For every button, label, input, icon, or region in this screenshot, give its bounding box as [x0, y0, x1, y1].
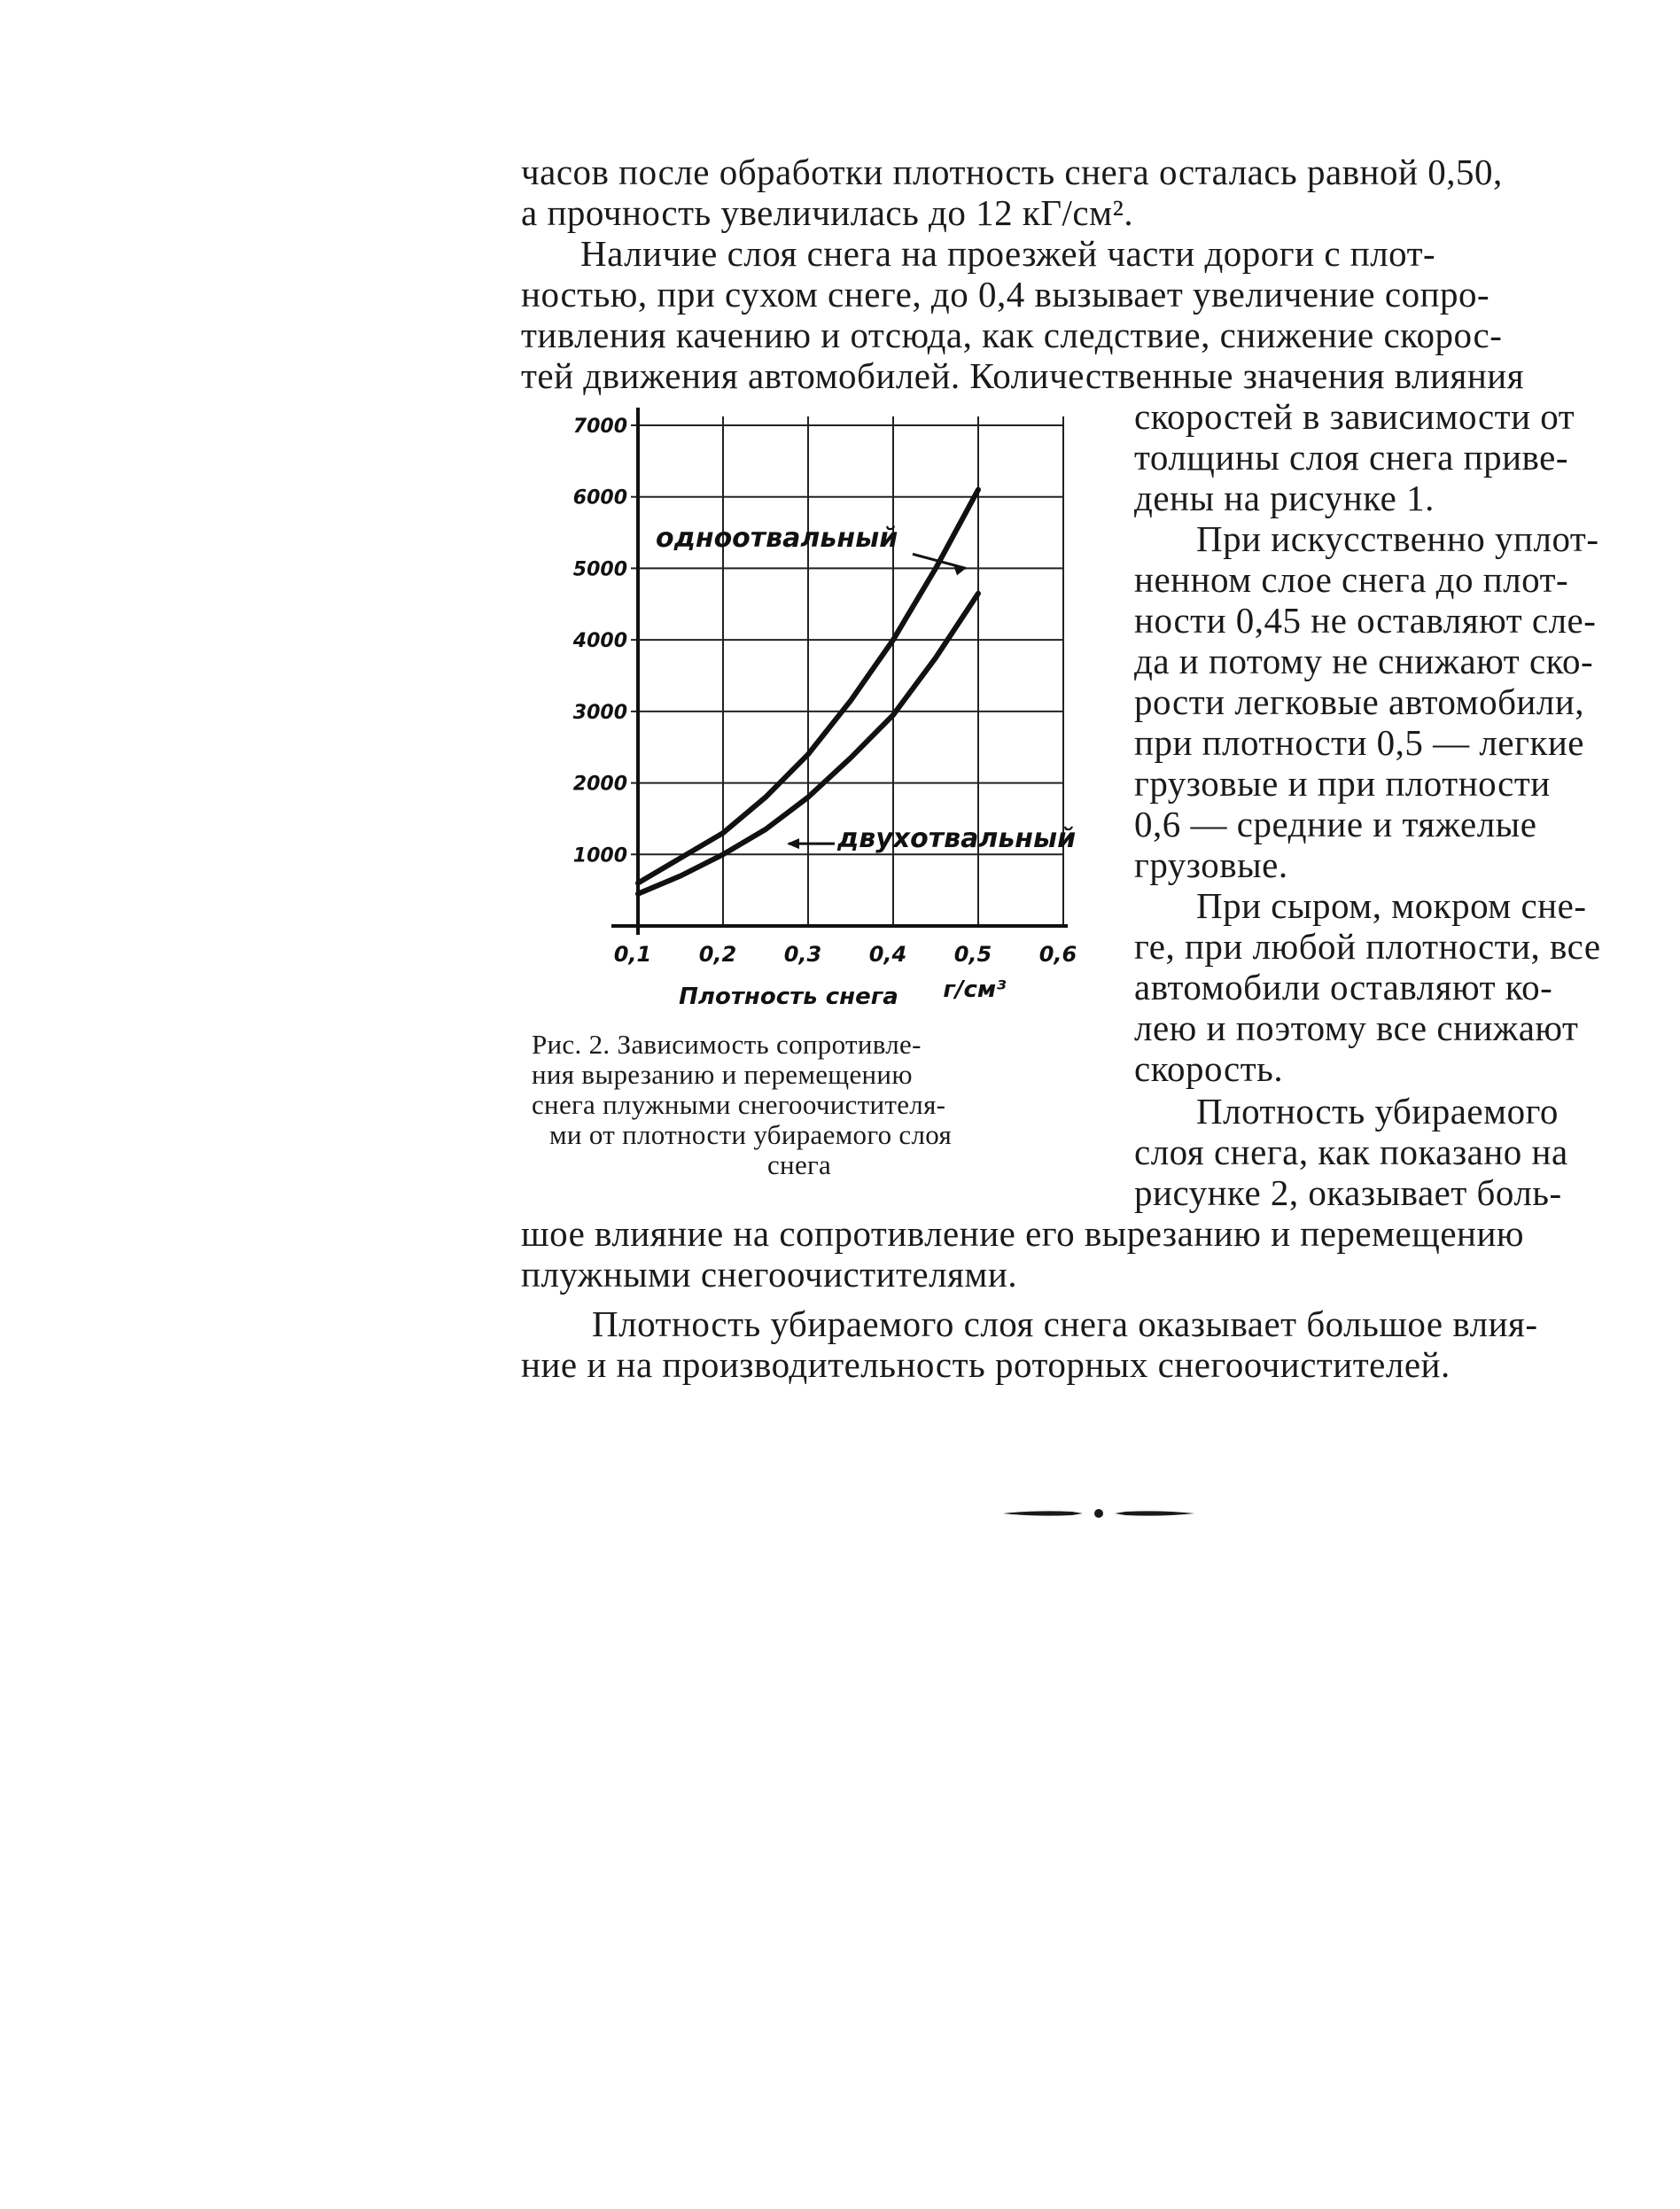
x-tick-label: 0,4: [868, 942, 907, 967]
text-line: плужными снегоочистителями.: [521, 1254, 1018, 1295]
figure-caption-line: ми от плотности убираемого слоя: [549, 1119, 953, 1150]
text-line: а прочность увеличилась до 12 кГ/см².: [521, 192, 1134, 233]
x-tick-label: 0,2: [698, 942, 737, 967]
text-line: дены на рисунке 1.: [1134, 478, 1435, 518]
figure-caption-line: Рис. 2. Зависимость сопротивле-: [532, 1029, 922, 1060]
text-line: рости легковые автомобили,: [1134, 681, 1585, 722]
text-line: слоя снега, как показано на: [1134, 1132, 1568, 1172]
density-resistance-chart: [523, 399, 1108, 1019]
series-label: двухотвальный: [837, 823, 1077, 855]
text-line: тей движения автомобилей. Количественные значения влияния: [521, 355, 1525, 396]
y-tick-label: 4000: [572, 630, 627, 653]
text-line: часов после обработки плотность снега осталась равной 0,50,: [521, 152, 1503, 192]
text-line: Плотность убираемого: [1196, 1091, 1559, 1132]
text-line: ге, при любой плотности, все: [1134, 926, 1601, 967]
y-tick-label: 2000: [572, 773, 627, 796]
figure-caption-line: ния вырезанию и перемещению: [532, 1059, 913, 1090]
text-line: Плотность убираемого слоя снега оказывает большое влия-: [592, 1303, 1538, 1344]
x-tick-label: 0,3: [783, 942, 822, 967]
text-line: лею и поэтому все снижают: [1134, 1007, 1579, 1048]
end-ornament: [1001, 1506, 1196, 1521]
series-leader-arrow: [787, 838, 799, 849]
text-line: грузовые и при плотности: [1134, 763, 1551, 804]
y-tick-label: 7000: [572, 416, 627, 438]
y-tick-label: 3000: [572, 701, 627, 724]
figure-caption-line: снега плужными снегоочистителя-: [532, 1089, 946, 1120]
text-line: скорость.: [1134, 1048, 1284, 1089]
x-tick-label: 0,1: [613, 942, 652, 967]
text-line: рисунке 2, оказывает боль-: [1134, 1172, 1562, 1213]
y-tick-label: 1000: [572, 844, 627, 867]
figure-2: [523, 399, 1108, 1019]
x-tick-label: 0,5: [953, 942, 992, 967]
text-line: ненном слое снега до плот-: [1134, 559, 1569, 600]
text-line: грузовые.: [1134, 844, 1288, 885]
y-tick-label: 5000: [572, 558, 627, 581]
text-line: тивления качению и отсюда, как следствие, снижение скорос-: [521, 315, 1503, 355]
series-label: одноотвальный: [656, 523, 898, 555]
text-line: Наличие слоя снега на проезжей части дороги с плот-: [580, 233, 1436, 274]
text-line: При искусственно уплот-: [1196, 518, 1599, 559]
text-line: 0,6 — средние и тяжелые: [1134, 804, 1537, 844]
text-line: скоростей в зависимости от: [1134, 396, 1575, 437]
x-axis-label: Плотность снега: [679, 984, 898, 1010]
x-axis-unit: г/см³: [943, 976, 1007, 1003]
text-line: ние и на производительность роторных снегоочистителей.: [521, 1344, 1451, 1385]
text-line: при плотности 0,5 — легкие: [1134, 722, 1584, 763]
y-tick-label: 6000: [572, 486, 627, 509]
text-line: ностью, при сухом снеге, до 0,4 вызывает увеличение сопро-: [521, 274, 1490, 315]
text-line: ности 0,45 не оставляют сле-: [1134, 600, 1597, 641]
x-tick-label: 0,6: [1038, 942, 1077, 967]
text-line: автомобили оставляют ко-: [1134, 967, 1553, 1007]
figure-caption-line: снега: [767, 1149, 832, 1180]
text-line: шое влияние на сопротивление его вырезанию и перемещению: [521, 1213, 1525, 1254]
text-line: толщины слоя снега приве-: [1134, 437, 1568, 478]
text-line: да и потому не снижают ско-: [1134, 641, 1594, 681]
text-line: При сыром, мокром сне-: [1196, 885, 1587, 926]
